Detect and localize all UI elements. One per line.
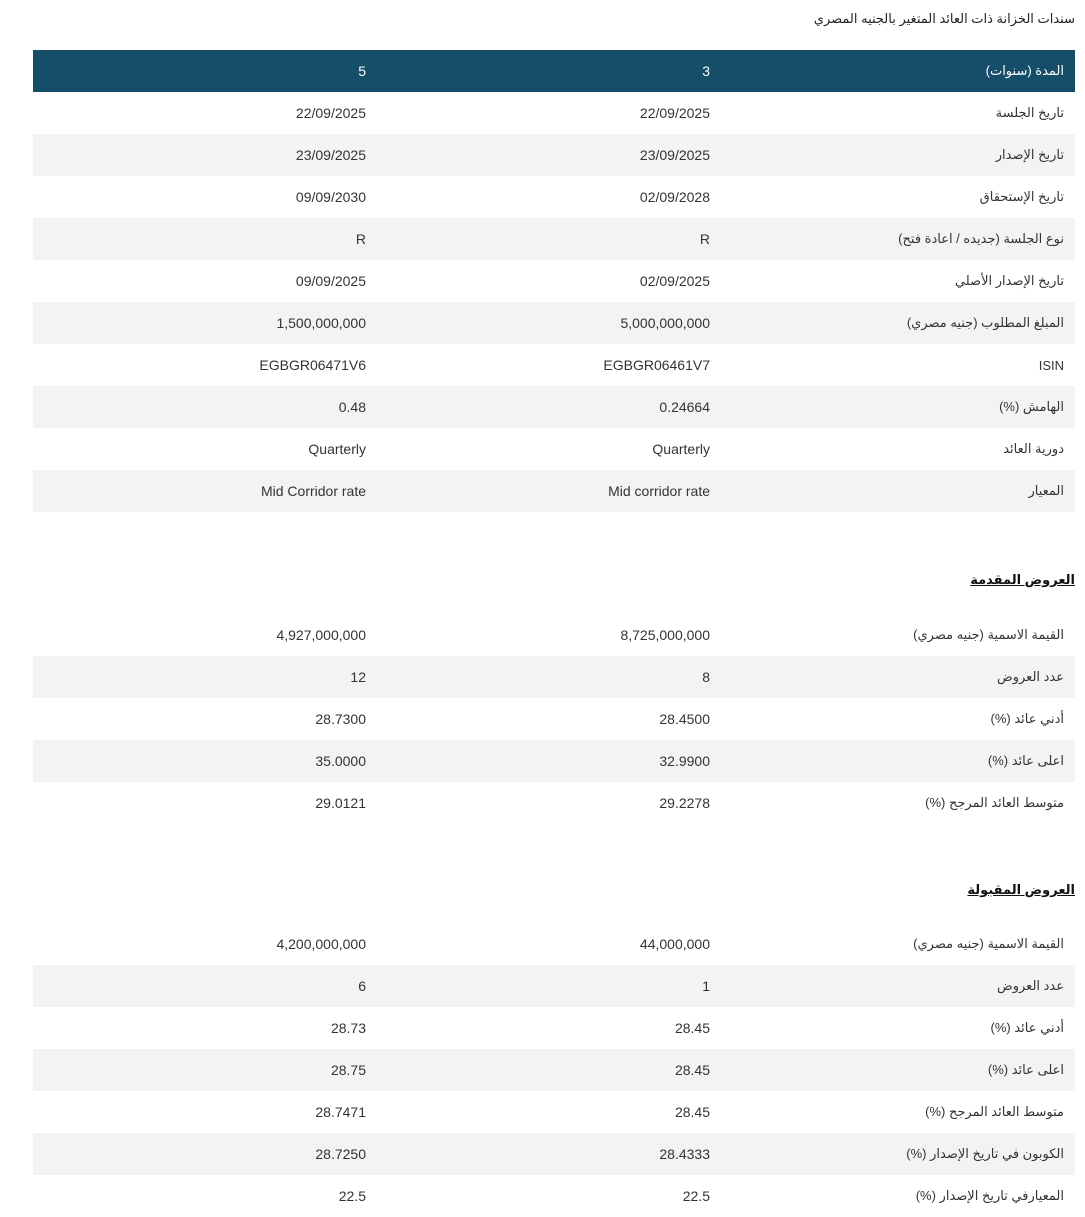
cell-value-3: 32.9900 [371,740,718,782]
cell-value-3: EGBGR06461V7 [603,357,710,373]
cell-value-3: 44,000,000 [639,936,710,952]
offers-accepted-table [33,923,1075,1217]
table-row [33,614,1075,656]
cell-value-5: 4,200,000,000 [276,936,366,952]
cell-value-3: 5,000,000,000 [371,302,718,344]
cell-value-5: 22.5 [338,1188,366,1204]
cell-value-3: 02/09/2025 [639,273,710,289]
table-row [33,965,1075,1007]
row-label: اعلى عائد (%) [718,1049,1075,1091]
row-label: المعيار [718,470,1075,512]
table-row [33,302,1075,344]
cell-value-5: 09/09/2030 [295,189,366,205]
table-row [33,923,1075,965]
cell-value-5: 09/09/2025 [295,273,366,289]
cell-value-5: Quarterly [308,441,366,457]
cell-value-5: 28.7300 [315,711,366,727]
row-label: اعلى عائد (%) [718,740,1075,782]
table-row [33,176,1075,218]
cell-value-3: 0.24664 [371,386,718,428]
table-row [33,1091,1075,1133]
cell-value-3: 28.45 [371,1049,718,1091]
cell-value-5: Mid Corridor rate [33,470,371,512]
row-label: المبلغ المطلوب (جنيه مصري) [718,302,1075,344]
row-label: القيمة الاسمية (جنيه مصري) [913,627,1064,642]
cell-value-3: Mid corridor rate [371,470,718,512]
table-row [33,1133,1075,1175]
cell-value-5: 22/09/2025 [295,105,366,121]
bond-details-table [33,50,1075,512]
cell-value-5: 0.48 [33,386,371,428]
cell-value-5: EGBGR06471V6 [259,357,366,373]
row-label: الكوبون في تاريخ الإصدار (%) [718,1133,1075,1175]
cell-value-3: 28.4333 [371,1133,718,1175]
row-label: تاريخ الإستحقاق [979,189,1064,204]
table-row [33,782,1075,824]
row-label: تاريخ الإصدار الأصلي [954,273,1064,288]
cell-value-3: 22.5 [682,1188,710,1204]
cell-value-3: 1 [371,965,718,1007]
table-row [33,218,1075,260]
table-row [33,428,1075,470]
row-label: أدني عائد (%) [990,1020,1064,1035]
cell-value-5: 4,927,000,000 [276,627,366,643]
row-label: تاريخ الإصدار [718,134,1075,176]
cell-value-3: 8 [371,656,718,698]
cell-value-5: 23/09/2025 [33,134,371,176]
table-row [33,740,1075,782]
row-label: أدني عائد (%) [990,711,1064,726]
table-row [33,656,1075,698]
row-label: ISIN [1038,357,1064,373]
cell-value-3: 28.45 [674,1020,710,1036]
table-row [33,1007,1075,1049]
section-title-offers-accepted: العروض المقبولة [967,882,1075,897]
row-label: تاريخ الجلسة [995,105,1064,120]
header-tenor-5: 5 [33,50,371,92]
cell-value-5: 1,500,000,000 [33,302,371,344]
table-header-row [33,50,1075,92]
table-row [33,344,1075,386]
cell-value-5: 28.7250 [33,1133,371,1175]
cell-value-5: 6 [33,965,371,1007]
cell-value-3: 29.2278 [659,795,710,811]
table-row [33,1049,1075,1091]
table-row [33,698,1075,740]
cell-value-3: 02/09/2028 [639,189,710,205]
cell-value-5: 28.7471 [315,1104,366,1120]
table-row [33,134,1075,176]
row-label: نوع الجلسة (جديده / اعادة فتح) [718,218,1075,260]
offers-submitted-table [33,614,1075,824]
cell-value-3: 8,725,000,000 [620,627,710,643]
row-label: متوسط العائد المرجح (%) [925,1104,1064,1119]
cell-value-3: 23/09/2025 [371,134,718,176]
row-label: متوسط العائد المرجح (%) [925,795,1064,810]
cell-value-3: R [371,218,718,260]
cell-value-5: 28.75 [33,1049,371,1091]
table-row [33,470,1075,512]
header-tenor-label: المدة (سنوات) [718,50,1075,92]
cell-value-5: 29.0121 [315,795,366,811]
table-row [33,386,1075,428]
row-label: دورية العائد [1003,441,1064,456]
cell-value-3: 28.45 [674,1104,710,1120]
header-tenor-3: 3 [371,50,718,92]
cell-value-5: 12 [33,656,371,698]
cell-value-5: R [33,218,371,260]
row-label: عدد العروض [718,965,1075,1007]
page-title: سندات الخزانة ذات العائد المتغير بالجنيه المصري [813,11,1075,26]
cell-value-3: 28.4500 [659,711,710,727]
table-row [33,92,1075,134]
row-label: الهامش (%) [718,386,1075,428]
cell-value-3: Quarterly [652,441,710,457]
section-title-offers-submitted: العروض المقدمة [970,572,1075,587]
row-label: المعيارفي تاريخ الإصدار (%) [915,1188,1064,1203]
table-row [33,1175,1075,1217]
row-label: عدد العروض [718,656,1075,698]
cell-value-3: 22/09/2025 [639,105,710,121]
row-label: القيمة الاسمية (جنيه مصري) [913,936,1064,951]
cell-value-5: 28.73 [330,1020,366,1036]
table-row [33,260,1075,302]
cell-value-5: 35.0000 [33,740,371,782]
